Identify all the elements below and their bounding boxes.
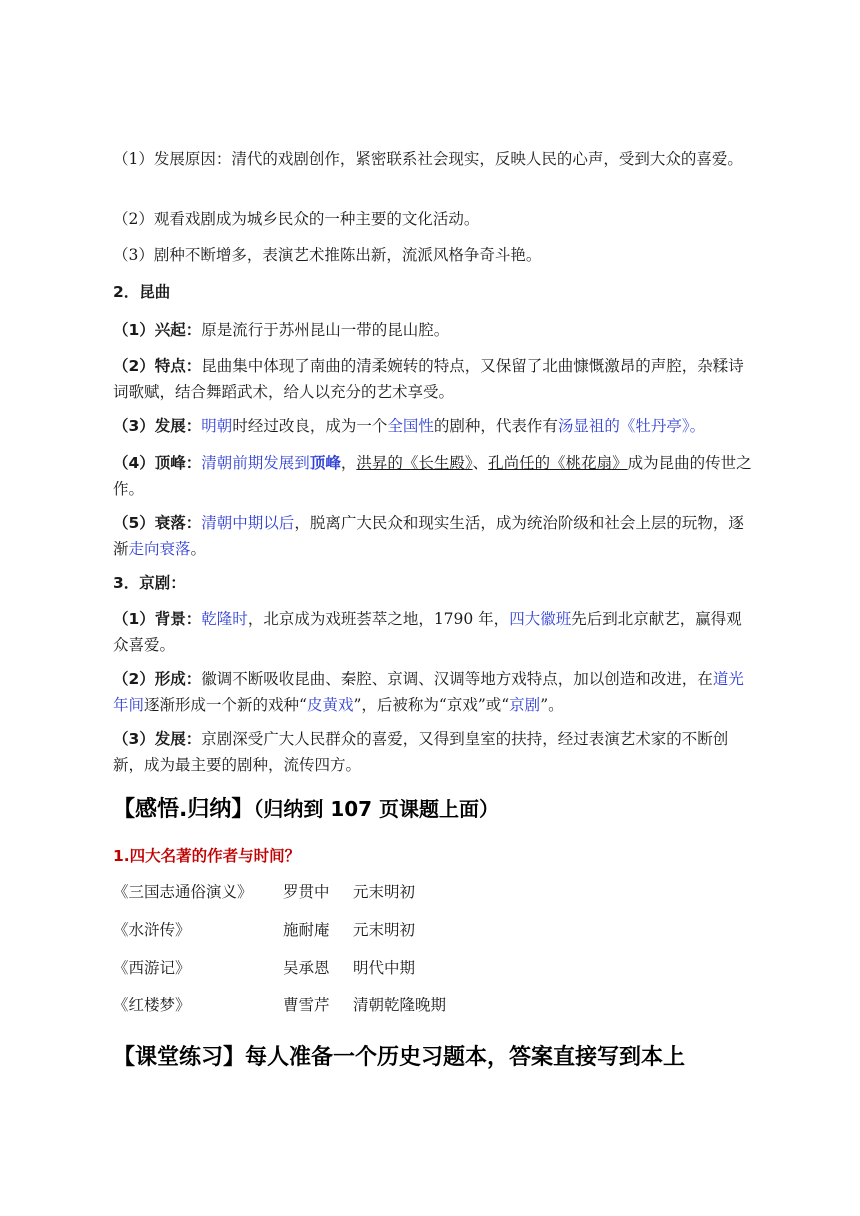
highlight-mid-qing: 清朝中期以后 [201, 514, 295, 532]
text-fragment: 、 [472, 454, 489, 472]
cell-author: 吴承恩 [283, 959, 330, 977]
practice-heading: 【课堂练习】每人准备一个历史习题本，答案直接写到本上 [113, 1045, 686, 1070]
heading-kunqu: 2．昆曲 [113, 283, 171, 301]
cell-author: 罗贯中 [283, 883, 330, 901]
item-text: 剧种不断增多，表演艺术推陈出新，流派风格争奇斗艳。 [153, 246, 542, 264]
item-text: 发展原因：清代的戏剧创作，紧密联系社会现实，反映人民的心声，受到大众的喜爱。 [153, 150, 743, 168]
kunqu-decline [113, 510, 753, 562]
text-fragment: 的剧种，代表作有 [433, 417, 558, 435]
item-number: （3） [113, 246, 154, 264]
cell-book: 《西游记》 [113, 959, 191, 977]
item-number: （2） [113, 210, 154, 228]
jingju-background [113, 606, 753, 658]
highlight-early-qing: 清朝前期发展到 [201, 454, 310, 472]
cell-author: 施耐庵 [283, 921, 330, 939]
item-text: 观看戏剧成为城乡民众的一种主要的文化活动。 [153, 210, 480, 228]
cell-book: 《红楼梦》 [113, 996, 191, 1014]
kunqu-development [113, 413, 753, 439]
item-label: （3）发展： [113, 730, 202, 748]
item-number: （1） [113, 150, 154, 168]
highlight-daoguang: 道光年间 [113, 670, 744, 714]
highlight-decline: 走向衰落 [128, 540, 191, 558]
item-label: （3）发展： [113, 417, 202, 435]
kunqu-peak [113, 450, 753, 502]
text-fragment: 先后到北京献艺，赢得观众喜爱。 [113, 610, 742, 654]
item-text: 昆曲集中体现了南曲的清柔婉转的特点，又保留了北曲慷慨激昂的声腔，杂糅诗词歌赋，结合舞蹈武术，给人以充分的艺术享受。 [113, 357, 744, 401]
text-fragment: ”，后被称为“京戏”或“ [353, 696, 510, 714]
highlight-four-troupes: 四大徽班 [509, 610, 572, 628]
item-label: （5）衰落： [113, 514, 202, 532]
highlight-mudanting: 汤显祖的《牡丹亭》 [557, 417, 690, 435]
summary-heading [113, 792, 499, 823]
cell-time: 清朝乾隆晚期 [353, 996, 447, 1014]
paragraph-genres-increase [113, 242, 753, 268]
item-label: （4）顶峰： [113, 454, 202, 472]
text-fragment: 。 [689, 417, 706, 435]
item-label: （1）背景： [113, 610, 202, 628]
highlight-pihuang: 皮黄戏 [306, 696, 354, 714]
text-fragment: 成为昆曲的传世之作。 [113, 454, 752, 498]
jingju-formation [113, 666, 753, 718]
text-fragment: 徽调不断吸收昆曲、秦腔、京调、汉调等地方戏特点，加以创造和改进，在 [201, 670, 713, 688]
item-text: 原是流行于苏州昆山一带的昆山腔。 [201, 321, 450, 339]
item-label: （1）兴起： [113, 321, 202, 339]
text-fragment: ，北京成为戏班荟萃之地，1790 年， [247, 610, 510, 628]
summary-title: 【感悟.归纳】 [113, 797, 254, 822]
item-label: （2）特点： [113, 357, 202, 375]
paragraph-development-reason [113, 146, 753, 172]
highlight-jingju: 京剧 [509, 696, 541, 714]
highlight-national: 全国性 [387, 417, 434, 435]
kunqu-rise [113, 317, 753, 343]
summary-subtitle: （归纳到 107 页课题上面） [253, 797, 500, 821]
cell-time: 元末明初 [353, 883, 416, 901]
cell-book: 《水浒传》 [113, 921, 191, 939]
summary-question: 1.四大名著的作者与时间？ [113, 847, 301, 865]
kunqu-feature [113, 353, 753, 405]
text-fragment: ”。 [540, 696, 564, 714]
text-fragment: ，脱离广大民众和现实生活，成为统治阶级和社会上层的玩物，逐渐 [113, 514, 744, 558]
paragraph-cultural-activity [113, 206, 753, 232]
text-fragment: 时经过改良，成为一个 [232, 417, 388, 435]
cell-time: 明代中期 [353, 959, 416, 977]
jingju-development [113, 726, 753, 778]
highlight-qianlong: 乾隆时 [201, 610, 248, 628]
cell-time: 元末明初 [353, 921, 416, 939]
highlight-peak: 顶峰 [309, 454, 341, 472]
item-text: 京剧深受广大人民群众的喜爱，又得到皇室的扶持，经过表演艺术家的不断创新，成为最主要的剧种，流传四方。 [113, 730, 729, 774]
text-fragment: 。 [190, 540, 207, 558]
underlined-changshengdian: 洪昇的《长生殿》 [356, 454, 473, 472]
cell-book: 《三国志通俗演义》 [113, 883, 253, 901]
underlined-taohuashan: 孔尚任的《桃花扇》 [488, 454, 628, 472]
highlight-ming: 明朝 [201, 417, 233, 435]
cell-author: 曹雪芹 [283, 996, 330, 1014]
text-fragment: ， [340, 454, 357, 472]
heading-jingju: 3．京剧： [113, 574, 186, 592]
text-fragment: 逐渐形成一个新的戏种“ [144, 696, 307, 714]
item-label: （2）形成： [113, 670, 202, 688]
